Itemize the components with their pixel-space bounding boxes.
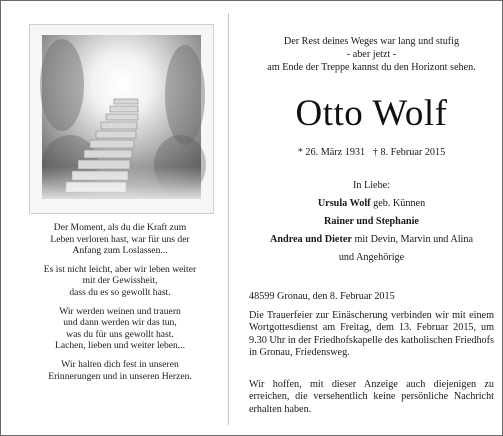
quote-line: am Ende der Treppe kannst du den Horizont sehen.: [267, 62, 476, 73]
column-divider: [228, 13, 229, 425]
life-dates: [249, 146, 494, 159]
quote-line: Der Rest deines Weges war lang und stufig: [283, 36, 460, 47]
stairs-to-light-photo: [30, 25, 213, 213]
family-list: [249, 179, 494, 269]
poem-line: was du für uns gewollt hast.: [66, 328, 174, 340]
poem-line: Lachen, lieben und weiter leben...: [55, 340, 185, 352]
family-spouse: [249, 197, 494, 210]
family-children: [249, 215, 494, 228]
poem-line: Wir werden weinen und trauern: [59, 305, 181, 317]
birth-date: * 26. März 1931: [297, 147, 366, 158]
poem-line: Es ist nicht leicht, aber wir leben weiter: [43, 263, 197, 275]
funeral-ceremony-text: Die Trauerfeier zur Einäscherung verbinden wir mit einem Wortgottesdienst am Freitag, dem 13. Februar 2015, um 9.30 Uhr in der Friedhofskapelle des katholischen Friedhofs in Gronau, Friedensweg.: [249, 310, 495, 359]
epigraph-quote: [249, 35, 494, 74]
grandchildren-names: Andrea und Dieter: [270, 234, 352, 245]
quote-line: - aber jetzt -: [346, 49, 397, 60]
poem-line: dass du es so gewollt hast.: [69, 286, 171, 298]
family-grandchildren: [249, 233, 494, 246]
poem-stanza: [13, 264, 227, 299]
poem-line: Anfang zum Loslassen...: [72, 245, 168, 257]
closing-note: Wir hoffen, mit dieser Anzeige auch diejenigen zu erreichen, die versehentlich keine persönliche Nachricht erhalten haben.: [249, 379, 494, 415]
poem-line: und dann werden wir das tun,: [63, 317, 177, 329]
poem-line: Wir halten dich fest in unseren: [61, 358, 179, 370]
grandchildren-rest: mit Devin, Marvin und Alina: [351, 234, 473, 245]
poem-stanza: [13, 359, 227, 382]
poem-stanza: [13, 222, 227, 257]
memorial-poem: [13, 222, 227, 389]
deceased-name: Otto Wolf: [295, 93, 448, 134]
poem-line: Leben verloren hast, war für uns der: [50, 233, 190, 245]
poem-line: mit der Gewissheit,: [82, 275, 158, 287]
children-names: Rainer und Stephanie: [324, 216, 419, 227]
poem-line: Erinnerungen und in unseren Herzen.: [48, 370, 192, 382]
spouse-name: Ursula Wolf: [317, 198, 371, 209]
spouse-maiden-name: geb. Künnen: [370, 198, 426, 209]
place-date: 48599 Gronau, den 8. Februar 2015: [249, 291, 395, 302]
poem-stanza: [13, 306, 227, 352]
death-date: † 8. Februar 2015: [372, 147, 446, 158]
poem-line: Der Moment, als du die Kraft zum: [53, 222, 187, 233]
photo-frame: [29, 24, 214, 214]
family-intro: In Liebe:: [352, 180, 391, 191]
family-relatives: und Angehörige: [338, 252, 405, 263]
